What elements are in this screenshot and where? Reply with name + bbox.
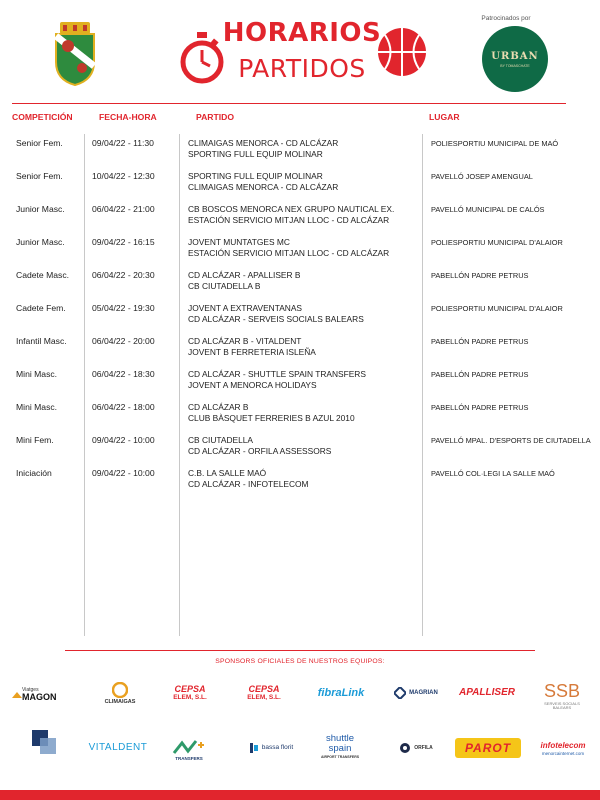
blue-squares-logo-icon: [30, 730, 58, 756]
stopwatch-icon: [180, 30, 224, 86]
table-row: [0, 263, 600, 297]
magon-logo-text: MAGON: [22, 692, 57, 702]
table-row: [0, 428, 600, 462]
shuttle-spain-logo: [312, 730, 368, 764]
parot-logo: PAROT: [455, 738, 521, 758]
competition-cell: Cadete Masc.: [16, 270, 70, 280]
competition-cell: Junior Masc.: [16, 204, 65, 214]
urban-logo-text: URBAN: [491, 50, 539, 62]
match-line2: ESTACIÓN SERVICIO MITJAN LLOC - CD ALCÁZAR: [188, 248, 390, 258]
cepsa-logo-2: [234, 678, 294, 708]
fibralink-logo: fibraLink: [317, 686, 365, 699]
transfers-logo-text: TRANSFERS: [175, 755, 203, 761]
column-header-competition: COMPETICIÓN: [12, 112, 73, 122]
venue-cell: POLIESPORTIU MUNICIPAL D'ALAIOR: [431, 238, 563, 247]
competition-cell: Mini Masc.: [16, 402, 58, 412]
magrian-logo-text: MAGRIAN: [409, 690, 438, 696]
header-divider: [12, 103, 566, 104]
match-line1: JOVENT A EXTRAVENTANAS: [188, 303, 303, 313]
page-title-line1: HORARIOS: [222, 18, 382, 48]
match-cell: [188, 369, 366, 391]
datetime-cell: 06/04/22 - 20:30: [92, 270, 155, 280]
match-cell: [188, 435, 331, 457]
table-row: [0, 329, 600, 363]
match-cell: [188, 336, 316, 358]
ssb-logo-text: SSB: [543, 681, 581, 701]
infotelecom-logo: [530, 738, 596, 760]
venue-cell: PABELLÓN PADRE PETRUS: [431, 370, 529, 379]
competition-cell: Cadete Fem.: [16, 303, 66, 313]
match-cell: [188, 171, 338, 193]
competition-cell: Junior Masc.: [16, 237, 65, 247]
datetime-cell: 09/04/22 - 10:00: [92, 468, 155, 478]
match-line1: CB CIUTADELLA: [188, 435, 253, 445]
match-cell: [188, 204, 394, 226]
match-line2: SPORTING FULL EQUIP MOLINAR: [188, 149, 323, 159]
match-line1: C.B. LA SALLE MAÓ: [188, 468, 267, 478]
apalliser-logo: APALLISER: [459, 687, 515, 698]
ssb-logo: [536, 676, 588, 716]
datetime-cell: 10/04/22 - 12:30: [92, 171, 155, 181]
table-row: [0, 296, 600, 330]
table-row: [0, 164, 600, 198]
competition-cell: Senior Fem.: [16, 171, 63, 181]
infotelecom-logo-subtext: menorcainternet.com: [541, 750, 585, 756]
venue-cell: POLIESPORTIU MUNICIPAL DE MAÓ: [431, 139, 559, 148]
datetime-cell: 06/04/22 - 18:00: [92, 402, 155, 412]
table-row: [0, 461, 600, 495]
venue-cell: PABELLÓN PADRE PETRUS: [431, 337, 529, 346]
urban-sponsor-logo: [482, 26, 548, 92]
urban-logo-subtext: BY TOMASCHATE: [500, 63, 530, 68]
match-line1: SPORTING FULL EQUIP MOLINAR: [188, 171, 323, 181]
match-line2: CLIMAIGAS MENORCA - CD ALCÁZAR: [188, 182, 339, 192]
datetime-cell: 06/04/22 - 20:00: [92, 336, 155, 346]
match-cell: [188, 138, 338, 160]
datetime-cell: 09/04/22 - 10:00: [92, 435, 155, 445]
orfila-logo: [388, 740, 444, 756]
match-line2: CD ALCÁZAR - ORFILA ASSESSORS: [188, 446, 332, 456]
bassa-florit-mark-icon: [249, 742, 259, 754]
venue-cell: PABELLÓN PADRE PETRUS: [431, 403, 529, 412]
datetime-cell: 05/04/22 - 19:30: [92, 303, 155, 313]
cepsa-logo-subtext: ELEM, S.L.: [173, 693, 207, 701]
sponsors-title: SPONSORS OFICIALES DE NUESTROS EQUIPOS:: [215, 658, 385, 665]
shuttle-logo-text: shuttle spain: [326, 733, 354, 755]
match-line1: CD ALCÁZAR B: [188, 402, 249, 412]
vitaldent-logo: VITALDENT: [88, 742, 148, 753]
match-line1: CD ALCÁZAR B - VITALDENT: [188, 336, 302, 346]
match-line2: CD ALCÁZAR - SERVEIS SOCIALS BALEARS: [188, 314, 364, 324]
ssb-logo-subtext: SERVEIS SOCIALS BALEARS: [544, 701, 580, 710]
climaigas-logo-text: CLIMAIGAS: [104, 699, 136, 706]
orfila-logo-text: ORFILA: [414, 744, 433, 751]
climaigas-mark-icon: [112, 682, 128, 698]
bassa-florit-logo-text: bassa florit: [261, 743, 294, 751]
page-title-line2: PARTIDOS: [238, 54, 366, 83]
bassa-florit-logo: [236, 740, 306, 756]
table-row: [0, 230, 600, 264]
match-line1: CB BOSCOS MENORCA NEX GRUPO NAUTICAL EX.: [188, 204, 395, 214]
venue-cell: PAVELLÓ JOSEP AMENGUAL: [431, 172, 533, 181]
match-cell: [188, 237, 389, 259]
magrian-mark-icon: [394, 687, 406, 699]
match-line2: CLUB BÀSQUET FERRERIES B AZUL 2010: [188, 413, 355, 423]
competition-cell: Mini Fem.: [16, 435, 54, 445]
title-block: [180, 16, 430, 96]
basketball-icon: [376, 26, 428, 78]
column-header-datetime: FECHA-HORA: [99, 112, 157, 122]
datetime-cell: 09/04/22 - 16:15: [92, 237, 155, 247]
competition-cell: Senior Fem.: [16, 138, 63, 148]
datetime-cell: 09/04/22 - 11:30: [92, 138, 154, 148]
orfila-mark-icon: [399, 742, 411, 754]
magon-logo-small: Viatges: [22, 687, 39, 693]
column-header-venue: LUGAR: [429, 112, 460, 122]
table-row: [0, 131, 600, 165]
bottom-bar: [0, 790, 600, 800]
transfers-logo: [165, 736, 213, 764]
competition-cell: Infantil Masc.: [16, 336, 67, 346]
match-line2: ESTACIÓN SERVICIO MITJAN LLOC - CD ALCÁZAR: [188, 215, 390, 225]
infotelecom-logo-text: infotelecom: [540, 740, 586, 750]
match-cell: [188, 303, 364, 325]
venue-cell: PAVELLÓ COL·LEGI LA SALLE MAÓ: [431, 469, 555, 478]
match-line1: CD ALCÁZAR - SHUTTLE SPAIN TRANSFERS: [188, 369, 366, 379]
cepsa-logo-text: CEPSA: [248, 683, 280, 694]
cepsa-logo-subtext: ELEM, S.L.: [247, 693, 281, 701]
match-line2: CB CIUTADELLA B: [188, 281, 261, 291]
match-cell: [188, 270, 300, 292]
match-line1: CD ALCÁZAR - APALLISER B: [188, 270, 301, 280]
sponsored-by-label: Patrocinados por: [481, 15, 531, 22]
competition-cell: Iniciación: [16, 468, 52, 478]
cepsa-logo-text: CEPSA: [174, 683, 206, 694]
venue-cell: PABELLÓN PADRE PETRUS: [431, 271, 529, 280]
table-row: [0, 197, 600, 231]
match-line2: JOVENT B FERRETERIA ISLEÑA: [188, 347, 316, 357]
competition-cell: Mini Masc.: [16, 369, 58, 379]
shuttle-logo-subtext: AIRPORT TRANSFERS: [320, 755, 360, 760]
column-header-match: PARTIDO: [196, 112, 235, 122]
magrian-logo: [385, 684, 447, 702]
match-line2: JOVENT A MENORCA HOLIDAYS: [188, 380, 317, 390]
datetime-cell: 06/04/22 - 18:30: [92, 369, 155, 379]
magon-mark-icon: [12, 690, 22, 700]
table-row: [0, 362, 600, 396]
transfers-mark-icon: [172, 739, 206, 755]
climaigas-logo: [95, 676, 145, 712]
footer-divider: [65, 650, 535, 651]
match-line1: JOVENT MUNTATGES MC: [188, 237, 290, 247]
match-line1: CLIMAIGAS MENORCA - CD ALCÁZAR: [188, 138, 339, 148]
venue-cell: PAVELLÓ MUNICIPAL DE CALÓS: [431, 205, 545, 214]
table-row: [0, 395, 600, 429]
magon-logo: [12, 680, 82, 710]
match-line2: CD ALCÁZAR - INFOTELECOM: [188, 479, 309, 489]
datetime-cell: 06/04/22 - 21:00: [92, 204, 155, 214]
cepsa-logo-1: [160, 678, 220, 708]
venue-cell: PAVELLÓ MPAL. D'ESPORTS DE CIUTADELLA: [431, 436, 591, 445]
match-cell: [188, 402, 355, 424]
venue-cell: POLIESPORTIU MUNICIPAL D'ALAIOR: [431, 304, 563, 313]
club-crest: [52, 22, 98, 86]
match-cell: [188, 468, 309, 490]
